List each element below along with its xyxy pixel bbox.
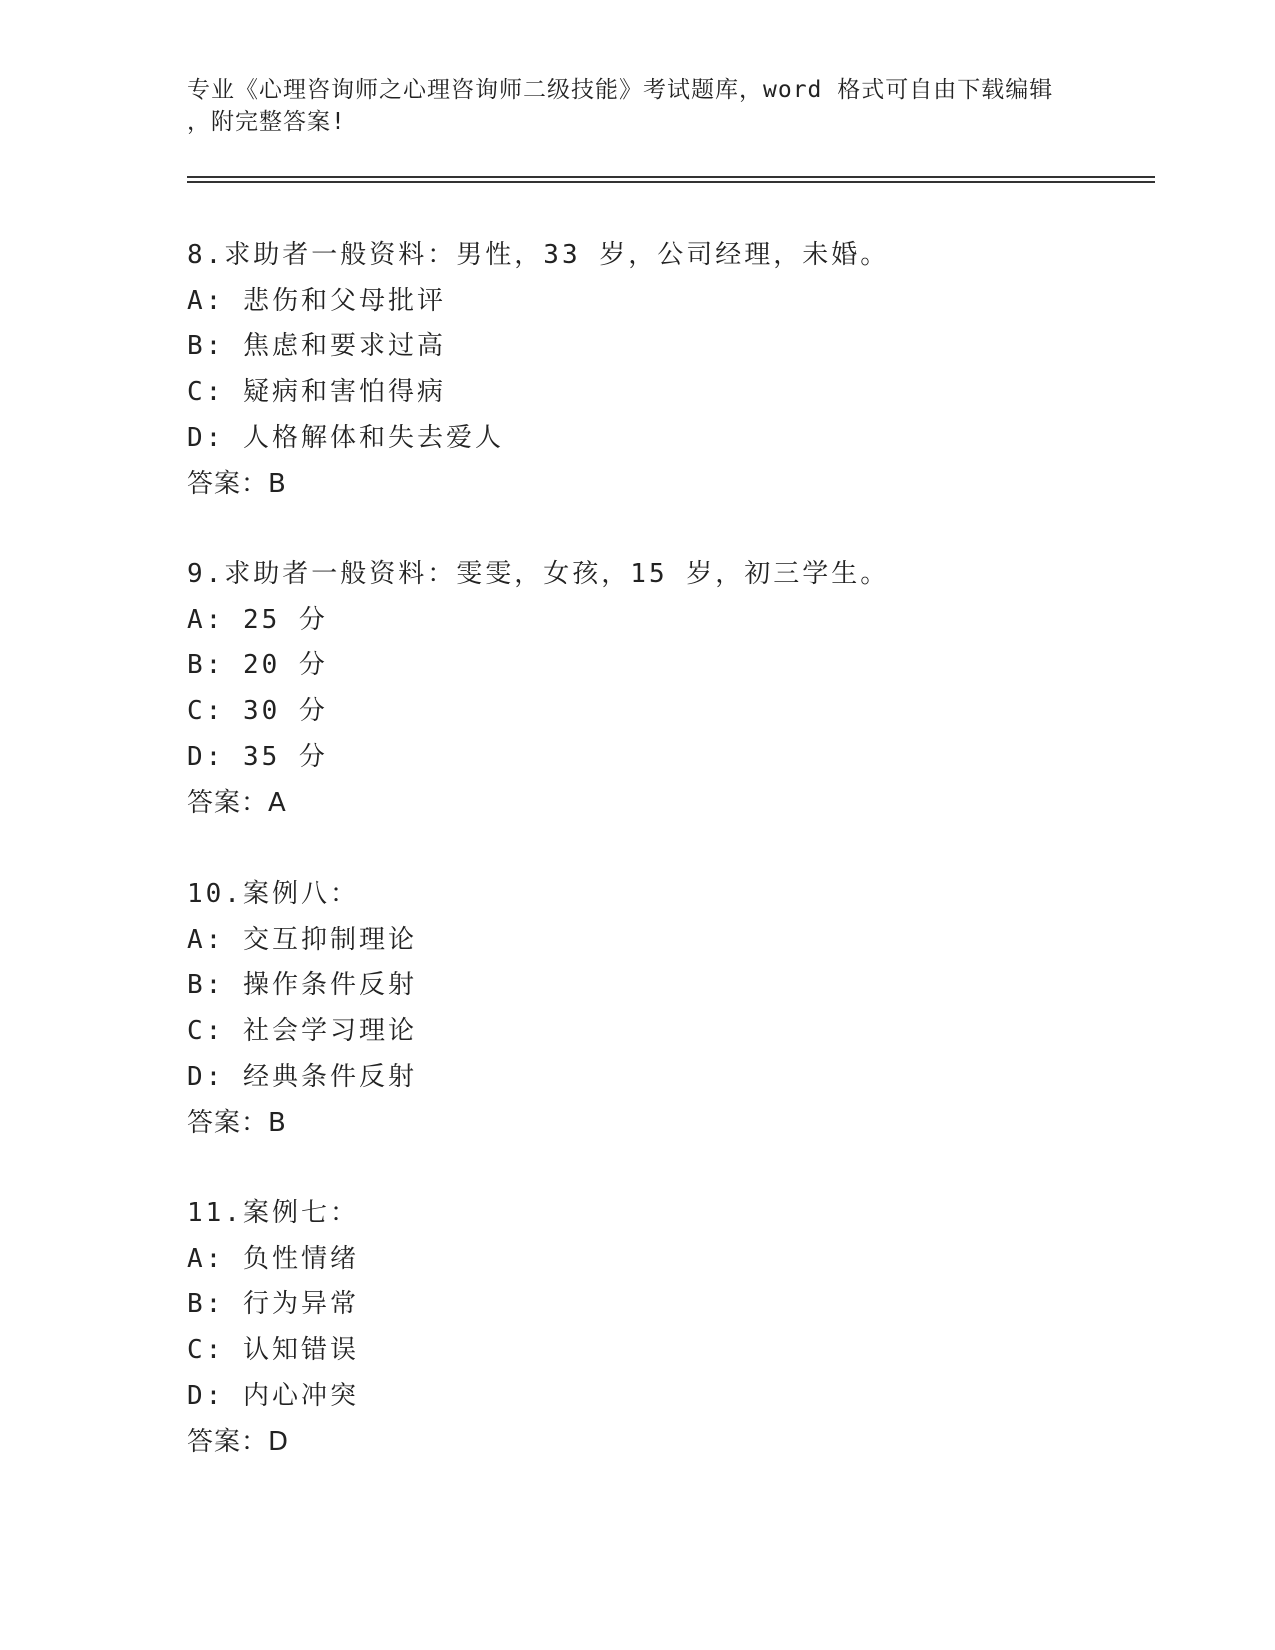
header-line-1: 专业《心理咨询师之心理咨询师二级技能》考试题库，word 格式可自由下载编辑 (187, 77, 1054, 103)
option-d: D: 人格解体和失去爱人 (187, 422, 504, 453)
question-stem: 9.求助者一般资料：雯雯，女孩，15 岁，初三学生。 (187, 559, 890, 589)
option-a: A: 悲伤和父母批评 (187, 285, 446, 316)
question-9 (187, 552, 1147, 826)
question-8 (187, 233, 1147, 507)
option-b: B: 操作条件反射 (187, 970, 417, 1001)
document-header (187, 74, 1087, 138)
option-d: D: 内心冲突 (187, 1380, 359, 1411)
option-b: B: 焦虑和要求过高 (187, 331, 446, 362)
option-c: C: 疑病和害怕得病 (187, 377, 446, 408)
option-a: A: 交互抑制理论 (187, 924, 417, 955)
option-d: D: 35 分 (187, 741, 328, 772)
question-stem: 10.案例八： (187, 879, 359, 909)
option-c: C: 30 分 (187, 696, 328, 727)
answer-line: 答案：B (187, 468, 287, 499)
option-b: B: 20 分 (187, 650, 328, 681)
answer-line: 答案：D (187, 1426, 290, 1457)
question-stem: 8.求助者一般资料：男性，33 岁，公司经理，未婚。 (187, 240, 890, 270)
question-11 (187, 1191, 1147, 1465)
header-divider-bottom (187, 181, 1155, 183)
option-a: A: 负性情绪 (187, 1243, 359, 1274)
question-stem: 11.案例七： (187, 1198, 359, 1228)
option-b: B: 行为异常 (187, 1289, 359, 1320)
header-divider-top (187, 176, 1155, 178)
option-c: C: 认知错误 (187, 1335, 359, 1366)
option-a: A: 25 分 (187, 604, 328, 635)
answer-line: 答案：A (187, 787, 287, 818)
option-c: C: 社会学习理论 (187, 1016, 417, 1047)
option-d: D: 经典条件反射 (187, 1061, 417, 1092)
answer-line: 答案：B (187, 1107, 287, 1138)
question-10 (187, 872, 1147, 1146)
header-line-2: ，附完整答案! (187, 109, 346, 135)
